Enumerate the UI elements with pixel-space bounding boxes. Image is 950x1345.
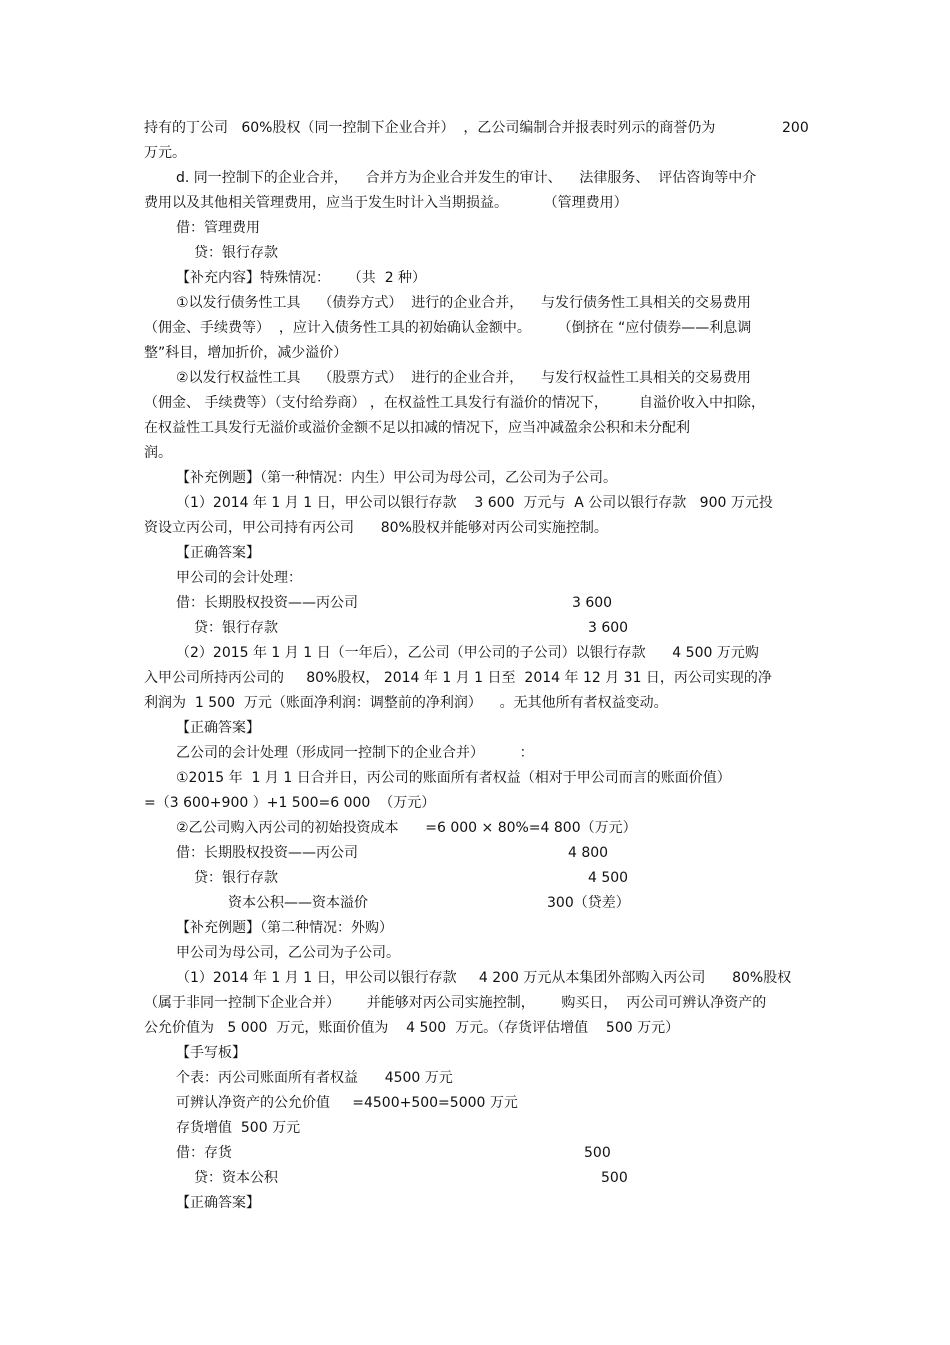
text-line: 借：长期股权投资——丙公司 [176,595,358,611]
text-line: 【正确答案】 [176,720,260,736]
text-line: 资本公积——资本溢价 [228,895,368,911]
text-line: 甲公司为母公司，乙公司为子公司。 [176,945,400,961]
text-line: 【补充内容】特殊情况： （共 2 种） [176,270,427,286]
text-line: 资设立丙公司，甲公司持有丙公司 80%股权并能够对丙公司实施控制。 [144,520,608,536]
text-line: =（3 600+900 ）+1 500=6 000 （万元） [144,795,436,811]
text-line: 持有的丁公司 60%股权（同一控制下企业合并） ，乙公司编制合并报表时列示的商誉仍为 [144,120,716,136]
amount: 4 800 [568,845,609,861]
text-line: （2）2015 年 1 月 1 日（一年后），乙公司（甲公司的子公司）以银行存款 4 500 万元购 [176,645,759,661]
text-line: 费用以及其他相关管理费用，应当于发生时计入当期损益。 （管理费用） [144,195,628,211]
text-line: 乙公司的会计处理（形成同一控制下的企业合并） ： [176,745,534,761]
text-line: 存货增值 500 万元 [176,1120,301,1136]
text-line: 整”科目，增加折价，减少溢价） [144,345,348,361]
text-line: 万元。 [144,145,186,161]
amount: 500 [601,1170,628,1186]
amount: 500 [584,1145,611,1161]
text-line: 【手写板】 [176,1045,246,1061]
text-line: （1）2014 年 1 月 1 日，甲公司以银行存款 3 600 万元与 A 公司以银行存款 900 万元投 [176,495,773,511]
text-line: 入甲公司所持丙公司的 80%股权， 2014 年 1 月 1 日至 2014 年 12 月 31 日，丙公司实现的净 [144,670,772,686]
text-line: 贷：银行存款 [194,245,278,261]
text-line: 润。 [144,445,172,461]
text-line: 个表：丙公司账面所有者权益 4500 万元 [176,1070,453,1086]
text-line: 甲公司的会计处理： [176,570,302,586]
text-line: 【补充例题】（第一种情况：内生）甲公司为母公司，乙公司为子公司。 [176,470,617,486]
text-line: ①2015 年 1 月 1 日合并日，丙公司的账面所有者权益（相对于甲公司而言的账面价值） [176,770,731,786]
text-line: （佣金、 手续费等）（支付给券商） ，在权益性工具发行有溢价的情况下， 自溢价收入中扣除， [144,395,766,411]
text-line: 可辨认净资产的公允价值 =4500+500=5000 万元 [176,1095,518,1111]
text-line: ②乙公司购入丙公司的初始投资成本 =6 000 × 80%=4 800（万元） [176,820,637,836]
text-line: ②以发行权益性工具 （股票方式） 进行的企业合并， 与发行权益性工具相关的交易费用 [176,370,752,386]
text-line: 在权益性工具发行无溢价或溢价金额不足以扣减的情况下，应当冲减盈余公积和未分配利 [144,420,690,436]
amount: 300（贷差） [547,895,630,911]
text-line: 借：长期股权投资——丙公司 [176,845,358,861]
text-line: 贷：银行存款 [194,870,278,886]
amount: 3 600 [588,620,629,636]
text-line: 利润为 1 500 万元（账面净利润：调整前的净利润） 。无其他所有者权益变动。 [144,695,668,711]
text-line: d. 同一控制下的企业合并， 合并方为企业合并发生的审计、 法律服务、 评估咨询等中介 [176,170,757,186]
amount: 4 500 [588,870,629,886]
text-line: （佣金、手续费等） ，应计入债务性工具的初始确认金额中。 （倒挤在 “应付债券——利息调 [144,320,752,336]
text-line: 【正确答案】 [176,1195,260,1211]
amount: 3 600 [572,595,613,611]
amount: 200 [782,120,809,136]
text-line: （属于非同一控制下企业合并） 并能够对丙公司实施控制， 购买日， 丙公司可辨认净资产的 [144,995,767,1011]
text-line: 借：存货 [176,1145,232,1161]
text-line: 贷：资本公积 [194,1170,278,1186]
text-line: ①以发行债务性工具 （债券方式） 进行的企业合并， 与发行债务性工具相关的交易费用 [176,295,752,311]
text-line: 贷：银行存款 [194,620,278,636]
text-line: 【正确答案】 [176,545,260,561]
text-line: 借：管理费用 [176,220,260,236]
text-line: 【补充例题】（第二种情况：外购） [176,920,393,936]
text-line: （1）2014 年 1 月 1 日，甲公司以银行存款 4 200 万元从本集团外部购入丙公司 80%股权 [176,970,792,986]
text-line: 公允价值为 5 000 万元，账面价值为 4 500 万元。（存货评估增值 500 万元） [144,1020,680,1036]
